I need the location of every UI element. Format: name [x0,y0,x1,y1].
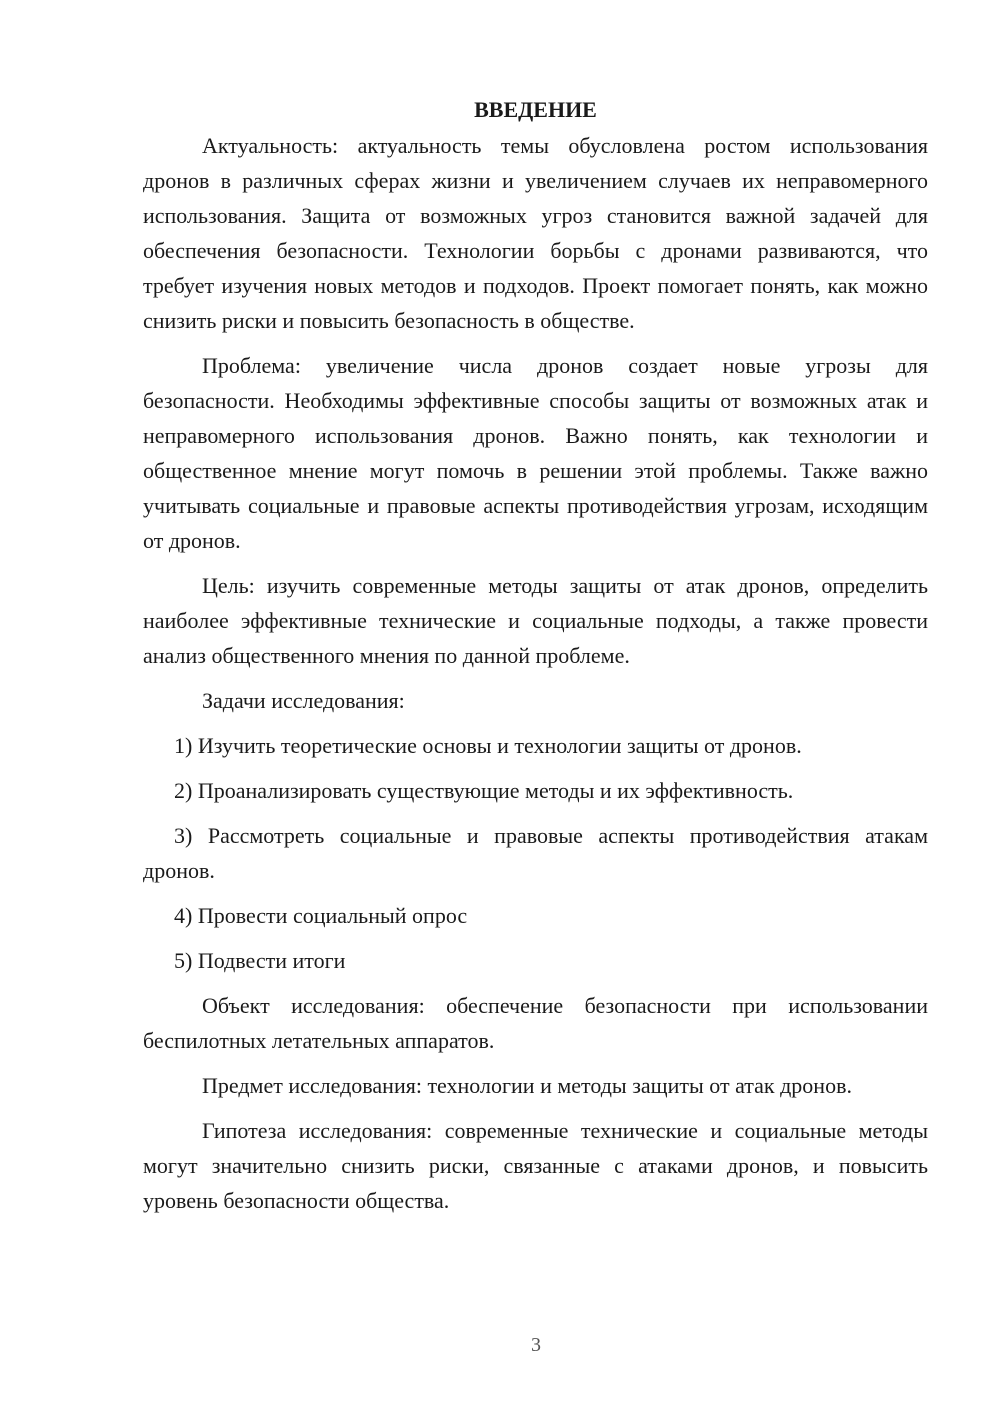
tasks-heading: Задачи исследования: [202,688,405,713]
task-item-5: 5) Подвести итоги [174,948,346,973]
task-item-3: 3) Рассмотреть социальные и правовые аспекты противодействия атакам дронов. [143,823,928,883]
paragraph-subject: Предмет исследования: технологии и методы защиты от атак дронов. [202,1073,852,1098]
task-item-4: 4) Провести социальный опрос [174,903,468,928]
page-content [143,92,928,1228]
paragraph-relevance: Актуальность: актуальность темы обусловлена ростом использования дронов в различных сферах жизни и увеличением случаев их неправомерного использования. Защита от возможных угроз становится важной задачей для обеспечения безопасности. Технологии борьбы с дронами развиваются, что требует изучения новых методов и подходов. Проект помогает понять, как можно снизить риски и повысить безопасность в обществе. [143,133,928,333]
task-item-2: 2) Проанализировать существующие методы и их эффективность. [174,778,794,803]
paragraph-goal: Цель: изучить современные методы защиты от атак дронов, определить наиболее эффективные технические и социальные подходы, а также провести анализ общественного мнения по данной проблеме. [143,573,928,668]
page-title: ВВЕДЕНИЕ [474,97,597,122]
paragraph-problem: Проблема: увеличение числа дронов создает новые угрозы для безопасности. Необходимы эффективные способы защиты от возможных атак и неправомерного использования дронов. Важно понять, как технологии и общественное мнение могут помочь в решении этой проблемы. Также важно учитывать социальные и правовые аспекты противодействия угрозам, исходящим от дронов. [143,353,928,553]
paragraph-hypothesis: Гипотеза исследования: современные технические и социальные методы могут значительно снизить риски, связанные с атаками дронов, и повысить уровень безопасности общества. [143,1118,928,1213]
page-number: 3 [531,1334,541,1356]
task-item-1: 1) Изучить теоретические основы и технологии защиты от дронов. [174,733,802,758]
paragraph-object: Объект исследования: обеспечение безопасности при использовании беспилотных летательных аппаратов. [143,993,928,1053]
